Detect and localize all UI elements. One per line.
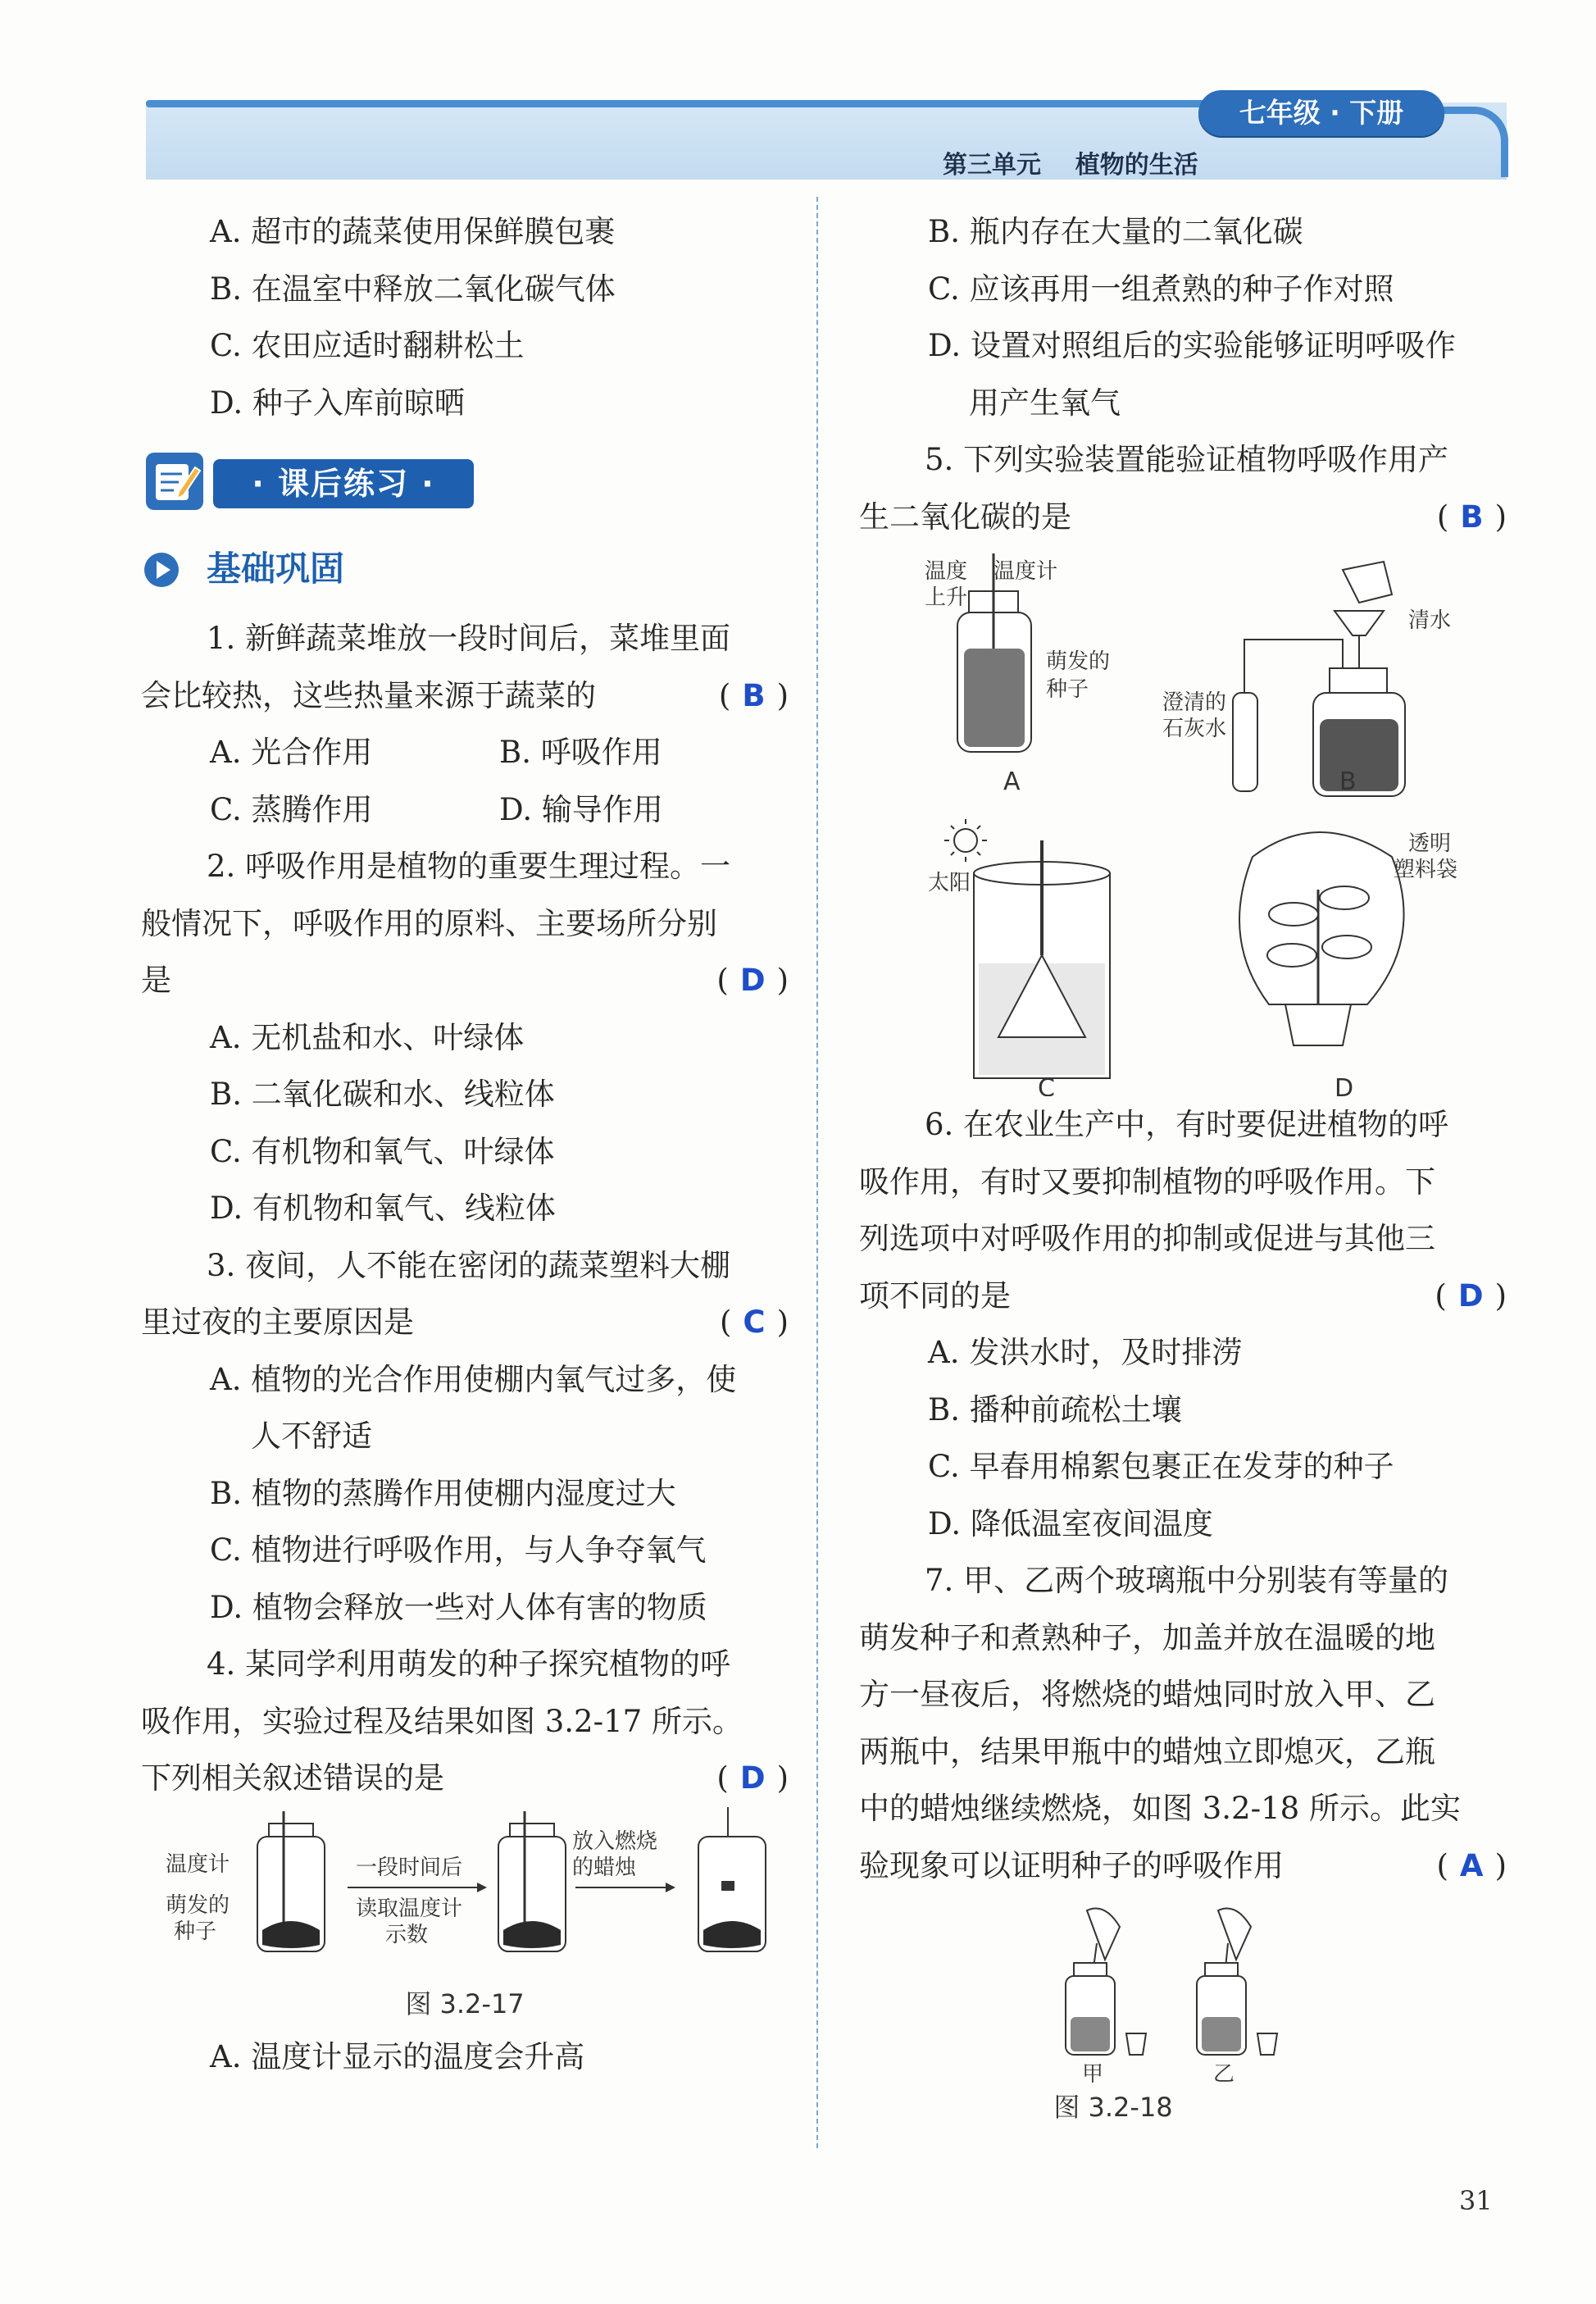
q3-option-a: A. 植物的光合作用使棚内氧气过多，使 bbox=[210, 1361, 737, 1397]
q3-option-a-cont: 人不舒适 bbox=[251, 1418, 372, 1454]
q7-answer: ( A ) bbox=[1436, 1847, 1507, 1883]
q5-fig-b bbox=[1162, 562, 1451, 796]
q6-option-b: B. 播种前疏松土壤 bbox=[928, 1391, 1182, 1427]
fig18-jar-2 bbox=[1197, 1909, 1277, 2083]
fig17-jar-3 bbox=[698, 1807, 766, 1951]
svg-text:上升: 上升 bbox=[925, 585, 968, 610]
q4-option-b: B. 瓶内存在大量的二氧化碳 bbox=[928, 214, 1303, 249]
fig18-jar-1 bbox=[1066, 1909, 1146, 2083]
figure-3-2-18 bbox=[859, 1894, 1507, 2083]
q6-option-c: C. 早春用棉絮包裹正在发芽的种子 bbox=[928, 1449, 1394, 1484]
svg-text:D: D bbox=[1335, 1074, 1354, 1096]
prev-option-b: B. 在温室中释放二氧化碳气体 bbox=[210, 271, 616, 307]
q2-answer: ( D ) bbox=[716, 963, 789, 998]
q4-option-d: D. 设置对照组后的实验能够证明呼吸作 bbox=[928, 328, 1456, 363]
figure-3-2-17 bbox=[141, 1807, 789, 1979]
svg-text:种子: 种子 bbox=[1046, 677, 1089, 702]
grade-badge: 七年级 · 下册 bbox=[1198, 90, 1444, 136]
fig17-thermometer-label: 温度计 bbox=[166, 1851, 230, 1877]
pencil-icon bbox=[146, 453, 203, 510]
q4-line-2: 吸作用，实验过程及结果如图 3.2-17 所示。 bbox=[141, 1703, 743, 1739]
q3-option-c: C. 植物进行呼吸作用，与人争夺氧气 bbox=[210, 1532, 707, 1568]
fig18-caption: 图 3.2-18 bbox=[1053, 2092, 1173, 2123]
prev-option-c: C. 农田应适时翻耕松土 bbox=[210, 328, 525, 363]
right-column bbox=[859, 203, 1507, 2132]
svg-text:温度: 温度 bbox=[925, 559, 968, 584]
q2-line-2: 般情况下，呼吸作用的原料、主要场所分别 bbox=[141, 905, 717, 941]
fig17-seeds-label-2: 种子 bbox=[174, 1919, 217, 1944]
q5-figures bbox=[859, 545, 1507, 1096]
q6-line-1: 6. 在农业生产中，有时要促进植物的呼 bbox=[925, 1107, 1449, 1142]
fig17-step2-2: 的蜡烛 bbox=[572, 1855, 637, 1880]
fig17-step1b-2: 示数 bbox=[385, 1922, 429, 1947]
svg-text:清水: 清水 bbox=[1408, 608, 1452, 633]
q5-answer: ( B ) bbox=[1436, 499, 1507, 535]
subsection-title: 基础巩固 bbox=[141, 528, 789, 610]
svg-text:萌发的: 萌发的 bbox=[1046, 649, 1111, 674]
q3-line-1: 3. 夜间，人不能在密闭的蔬菜塑料大棚 bbox=[207, 1247, 731, 1283]
header-line bbox=[146, 100, 1228, 107]
q1-line-2: 会比较热，这些热量来源于蔬菜的 ( B ) bbox=[141, 667, 789, 725]
svg-text:B: B bbox=[1339, 767, 1357, 796]
q2-option-c: C. 有机物和氧气、叶绿体 bbox=[210, 1133, 555, 1169]
svg-text:太阳: 太阳 bbox=[928, 871, 971, 895]
play-icon bbox=[144, 553, 179, 587]
q3-option-d: D. 植物会释放一些对人体有害的物质 bbox=[210, 1589, 707, 1625]
q1-options-row-1: A. 光合作用 B. 呼吸作用 bbox=[210, 735, 662, 770]
q2-line-1: 2. 呼吸作用是植物的重要生理过程。一 bbox=[207, 849, 731, 884]
fig17-seeds-label-1: 萌发的 bbox=[166, 1892, 230, 1918]
q1-answer: ( B ) bbox=[718, 677, 789, 713]
q6-answer: ( D ) bbox=[1435, 1277, 1507, 1314]
q2-line-3: 是 ( D ) bbox=[141, 952, 789, 1009]
svg-text:乙: 乙 bbox=[1213, 2062, 1235, 2083]
unit-title: 第三单元 植物的生活 bbox=[943, 151, 1198, 180]
svg-text:透明: 透明 bbox=[1408, 831, 1452, 856]
fig17-step1b-1: 读取温度计 bbox=[356, 1896, 463, 1921]
q6-line-2: 吸作用，有时又要抑制植物的呼吸作用。下 bbox=[859, 1163, 1435, 1200]
q7-line-3: 方一昼夜后，将燃烧的蜡烛同时放入甲、乙 bbox=[859, 1677, 1435, 1712]
svg-text:温度计: 温度计 bbox=[994, 559, 1058, 584]
q6-line-4: 项不同的是 ( D ) bbox=[859, 1268, 1507, 1325]
fig17-step2-1: 放入燃烧 bbox=[572, 1828, 658, 1854]
q3-line-2: 里过夜的主要原因是 ( C ) bbox=[141, 1294, 789, 1351]
svg-text:C: C bbox=[1038, 1074, 1055, 1096]
q5-fig-d bbox=[1239, 831, 1457, 1096]
q4-option-a: A. 温度计显示的温度会升高 bbox=[210, 2038, 585, 2074]
q5-line-1: 5. 下列实验装置能验证植物呼吸作用产 bbox=[925, 442, 1449, 477]
svg-text:甲: 甲 bbox=[1082, 2062, 1104, 2083]
q6-option-d: D. 降低温室夜间温度 bbox=[928, 1505, 1213, 1541]
column-divider bbox=[816, 197, 818, 2148]
q7-line-4: 两瓶中，结果甲瓶中的蜡烛立即熄灭，乙瓶 bbox=[859, 1733, 1435, 1769]
prev-option-a: A. 超市的蔬菜使用保鲜膜包裹 bbox=[210, 214, 616, 249]
svg-text:A: A bbox=[1003, 767, 1021, 796]
svg-text:塑料袋: 塑料袋 bbox=[1394, 858, 1458, 882]
q7-line-6: 验现象可以证明种子的呼吸作用 ( A ) bbox=[859, 1837, 1507, 1895]
q4-answer: ( D ) bbox=[716, 1760, 789, 1796]
q4-line-3: 下列相关叙述错误的是 ( D ) bbox=[141, 1750, 789, 1807]
q6-line-3: 列选项中对呼吸作用的抑制或促进与其他三 bbox=[859, 1221, 1435, 1256]
q4-option-d-cont: 用产生氧气 bbox=[969, 385, 1121, 421]
q5-fig-a bbox=[925, 553, 1110, 796]
q4-option-c: C. 应该再用一组煮熟的种子作对照 bbox=[928, 271, 1394, 307]
fig17-jar-2 bbox=[498, 1811, 566, 1951]
q2-option-a: A. 无机盐和水、叶绿体 bbox=[210, 1019, 525, 1055]
svg-text:澄清的: 澄清的 bbox=[1162, 690, 1227, 715]
fig17-jar-1 bbox=[257, 1811, 325, 1951]
q6-option-a: A. 发洪水时，及时排涝 bbox=[928, 1335, 1243, 1370]
q1-options-row-2: C. 蒸腾作用 D. 输导作用 bbox=[210, 791, 663, 827]
q4-line-1: 4. 某同学利用萌发的种子探究植物的呼 bbox=[207, 1646, 731, 1682]
section-title: · 课后练习 · bbox=[213, 459, 474, 508]
q3-option-b: B. 植物的蒸腾作用使棚内湿度过大 bbox=[210, 1475, 676, 1511]
q2-option-d: D. 有机物和氧气、线粒体 bbox=[210, 1191, 556, 1226]
q1-line-1: 1. 新鲜蔬菜堆放一段时间后，菜堆里面 bbox=[207, 621, 731, 656]
prev-option-d: D. 种子入库前晾晒 bbox=[210, 385, 465, 421]
fig17-caption: 图 3.2-17 bbox=[405, 1988, 525, 2019]
q2-option-b: B. 二氧化碳和水、线粒体 bbox=[210, 1077, 555, 1112]
left-column bbox=[141, 203, 789, 2085]
section-banner bbox=[141, 438, 789, 528]
q3-answer: ( C ) bbox=[719, 1305, 789, 1340]
q5-fig-c bbox=[928, 819, 1110, 1096]
svg-text:石灰水: 石灰水 bbox=[1162, 717, 1227, 741]
q7-line-5: 中的蜡烛继续燃烧，如图 3.2-18 所示。此实 bbox=[859, 1791, 1461, 1826]
q7-line-2: 萌发种子和煮熟种子，加盖并放在温暖的地 bbox=[859, 1619, 1435, 1655]
q7-line-1: 7. 甲、乙两个玻璃瓶中分别装有等量的 bbox=[925, 1563, 1449, 1598]
page-number: 31 bbox=[1459, 2185, 1493, 2216]
fig17-step1: 一段时间后 bbox=[356, 1855, 463, 1880]
q5-line-2: 生二氧化碳的是 ( B ) bbox=[859, 489, 1507, 546]
